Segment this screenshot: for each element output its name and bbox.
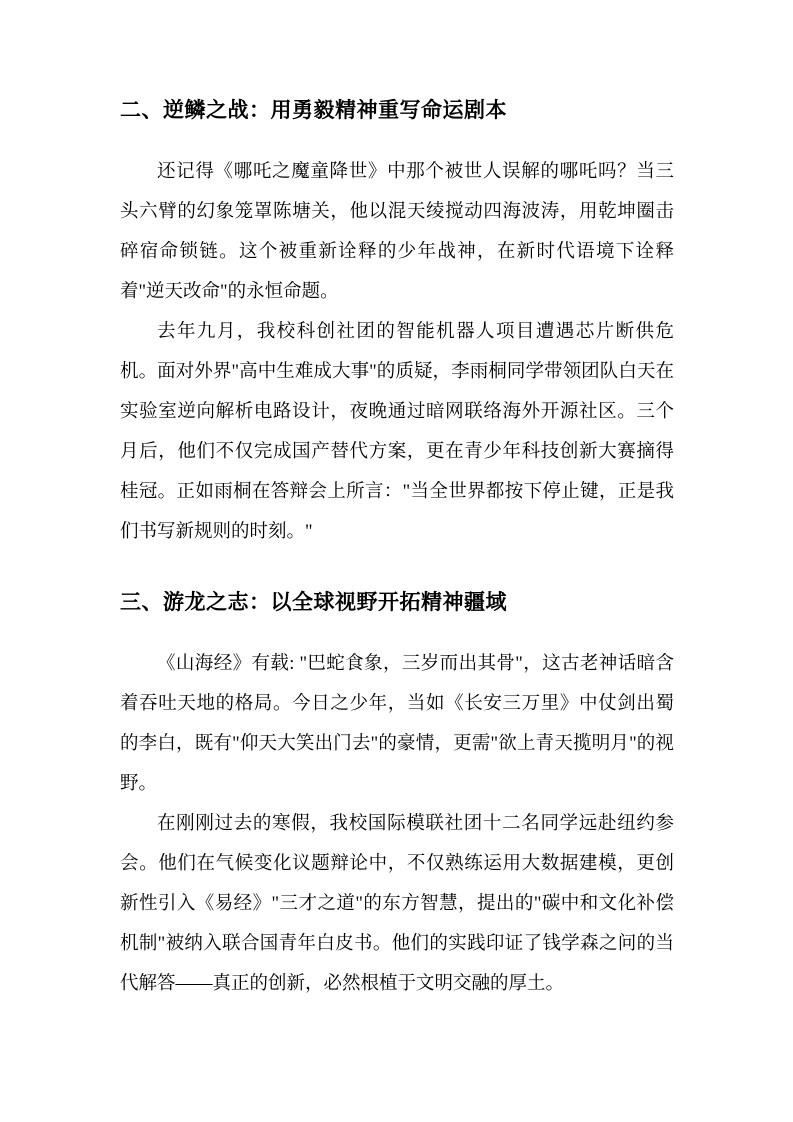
section-heading-3: 三、游龙之志：以全球视野开拓精神疆域 <box>120 591 507 614</box>
paragraph-nezha: 还记得《哪吒之魔童降世》中那个被世人误解的哪吒吗？当三头六臂的幻象笼罩陈塘关，他以混天绫搅动四海波涛，用乾坤圈击碎宿命锁链。这个被重新诠释的少年战神，在新时代语境下诠释着"逆天改命"的永恒命题。 <box>120 162 674 302</box>
paragraph-robot-project: 去年九月，我校科创社团的智能机器人项目遭遇芯片断供危机。面对外界"高中生难成大事"的质疑，李雨桐同学带领团队白天在实验室逆向解析电路设计，夜晚通过暗网联络海外开源社区。三个月后，他们不仅完成国产替代方案，更在青少年科技创新大赛摘得桂冠。正如雨桐在答辩会上所言："当全世界都按下停止键，正是我们书写新规则的时刻。" <box>120 322 674 542</box>
paragraph-model-un: 在刚刚过去的寒假，我校国际模联社团十二名同学远赴纽约参会。他们在气候变化议题辩论中，不仅熟练运用大数据建模，更创新性引入《易经》"三才之道"的东方智慧，提出的"碳中和文化补偿机制"被纳入联合国青年白皮书。他们的实践印证了钱学森之问的当代解答——真正的创新，必然根植于文明交融的厚土。 <box>120 814 674 994</box>
paragraph-shanhaijing: 《山海经》有载: "巴蛇食象，三岁而出其骨"，这古老神话暗含着吞吐天地的格局。今日之少年，当如《长安三万里》中仗剑出蜀的李白，既有"仰天大笑出门去"的豪情，更需"欲上青天揽明月"的视野。 <box>120 654 674 794</box>
section-heading-2: 二、逆鳞之战：用勇毅精神重写命运剧本 <box>120 99 507 122</box>
